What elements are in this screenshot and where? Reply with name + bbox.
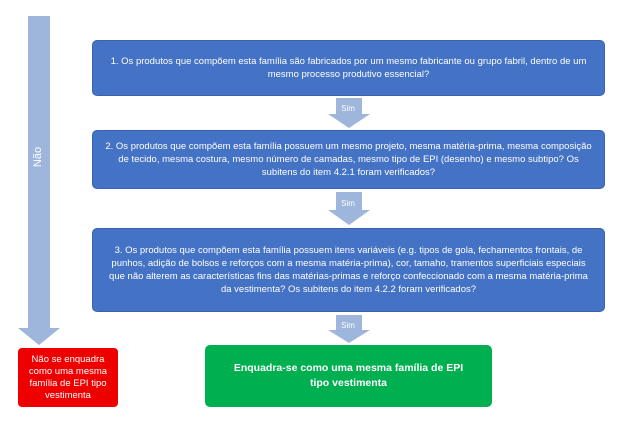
no-label: Não: [32, 146, 44, 168]
yes-label-2: Sim: [341, 199, 355, 208]
yes-arrow-1: [328, 98, 370, 128]
question-1-box: [92, 40, 605, 96]
yes-label-1: Sim: [341, 104, 355, 113]
negative-result-text: Não se enquadra como uma mesma família de EPI tipo vestimenta: [28, 353, 108, 401]
yes-label-3: Sim: [341, 321, 355, 330]
question-2-text: 2. Os produtos que compõem esta família possuem um mesmo projeto, mesma matéria-prima, mesma composição de tecido, mesma costura, mesmo número de camadas, mesmo tipo de EPI (desenho) e mesmo subtipo? Os subitens do item 4.2.1 foram verificados?: [105, 141, 592, 178]
question-3-text: 3. Os produtos que compõem esta família possuem itens variáveis (e.g. tipos de gola, fechamentos frontais, de punhos, adição de bolsos e reforços com a mesma matéria-prima), cor, tamaho, tramentos superficiais especiais que não alterem as características fins das matérias-primas e reforço confeccionado com a mesma matéria-prima da vestimenta? Os subitens do item 4.2.2 foram verificados?: [109, 245, 588, 295]
negative-result-box: [18, 348, 118, 407]
question-3-box: [92, 228, 605, 312]
positive-result-box: [205, 345, 492, 407]
question-1-text: 1. Os produtos que compõem esta família são fabricados por um mesmo fabricante ou grupo fabril, dentro de um mesmo processo produtivo essencial?: [110, 56, 587, 80]
positive-result-text: Enquadra-se como uma mesma família de EPI tipo vestimenta: [233, 362, 464, 389]
yes-arrow-2: [328, 192, 370, 225]
question-2-box: [92, 130, 605, 189]
